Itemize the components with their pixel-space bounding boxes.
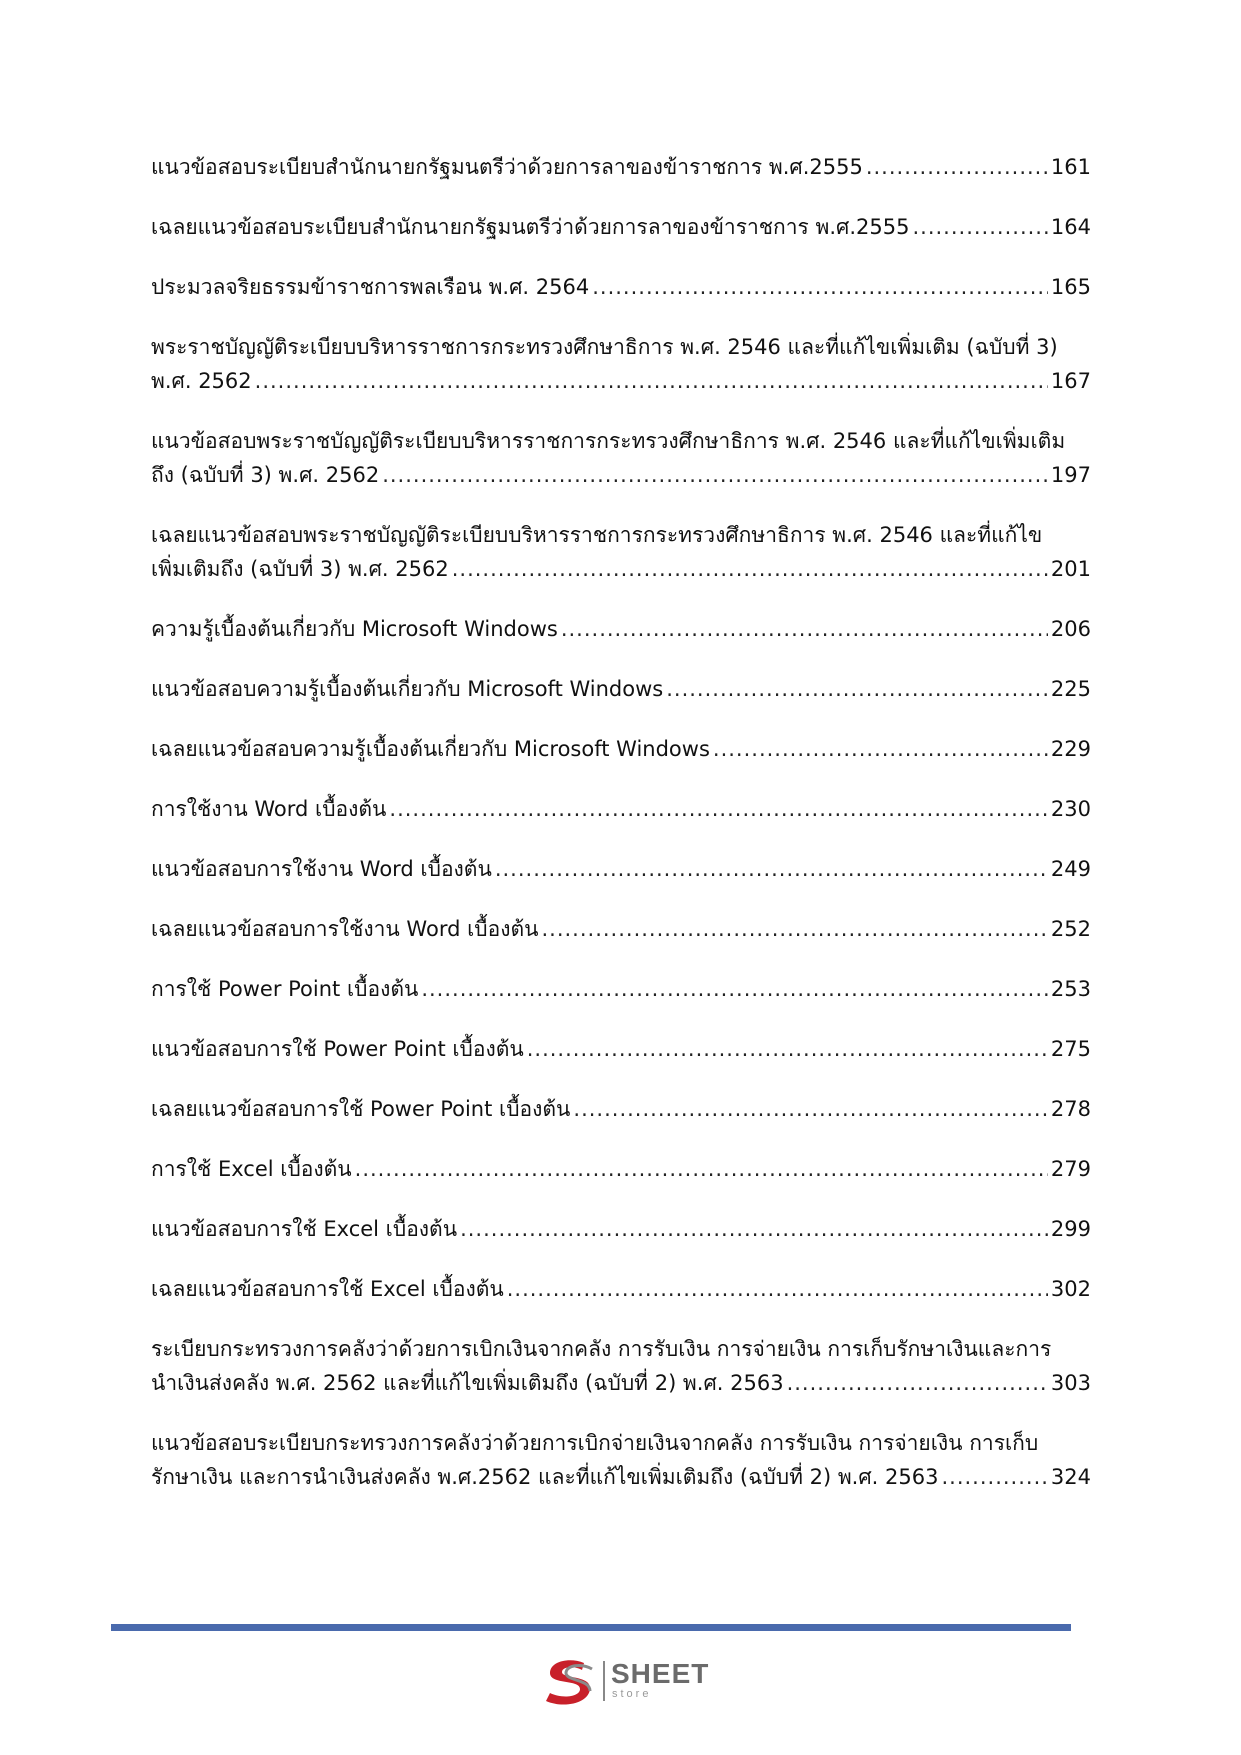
logo-separator — [603, 1661, 605, 1701]
toc-entry-title-line: รักษาเงิน และการนำเงินส่งคลัง พ.ศ.2562 และที่แก้ไขเพิ่มเติมถึง (ฉบับที่ 2) พ.ศ. 2563 — [151, 1465, 939, 1489]
sheet-store-logo-icon — [540, 1655, 598, 1707]
toc-page-number: 278 — [1050, 1097, 1091, 1121]
toc-entry[interactable] — [151, 270, 1091, 304]
toc-page-number: 252 — [1050, 917, 1091, 941]
toc-entry[interactable] — [151, 1152, 1091, 1186]
toc-leader-dots — [912, 210, 1047, 244]
toc-leader-dots — [666, 672, 1048, 706]
toc-page-number: 206 — [1050, 617, 1091, 641]
toc-entry-title-line: เฉลยแนวข้อสอบการใช้ Power Point เบื้องต้น — [151, 1097, 571, 1121]
toc-entry-title-line: ประมวลจริยธรรมข้าราชการพลเรือน พ.ศ. 2564 — [151, 275, 590, 299]
toc-entry-title-line: การใช้งาน Word เบื้องต้น — [151, 797, 387, 821]
toc-entry-title-line: แนวข้อสอบการใช้ Excel เบื้องต้น — [151, 1217, 458, 1241]
toc-entry[interactable] — [151, 424, 1091, 492]
toc-entry[interactable] — [151, 150, 1091, 184]
toc-entry-title-line: แนวข้อสอบระเบียบสำนักนายกรัฐมนตรีว่าด้วยการลาของข้าราชการ พ.ศ.2555 — [151, 155, 863, 179]
toc-entry[interactable] — [151, 1272, 1091, 1306]
toc-entry[interactable] — [151, 732, 1091, 766]
toc-entry[interactable] — [151, 972, 1091, 1006]
toc-leader-dots — [382, 458, 1048, 492]
toc-page-number: 230 — [1050, 797, 1091, 821]
toc-entry-title-line: ความรู้เบื้องต้นเกี่ยวกับ Microsoft Windows — [151, 617, 558, 641]
toc-page-number: 165 — [1050, 275, 1091, 299]
toc-page-number: 201 — [1050, 557, 1091, 581]
toc-entry-title-line: เพิ่มเติมถึง (ฉบับที่ 3) พ.ศ. 2562 — [151, 557, 449, 581]
toc-entry-title-line: ระเบียบกระทรวงการคลังว่าด้วยการเบิกเงินจากคลัง การรับเงิน การจ่ายเงิน การเก็บรักษาเงินและการ — [151, 1337, 1052, 1361]
toc-entry[interactable] — [151, 518, 1091, 586]
toc-leader-dots — [866, 150, 1048, 184]
toc-leader-dots — [787, 1366, 1048, 1400]
toc-entry-title-line: แนวข้อสอบการใช้ Power Point เบื้องต้น — [151, 1037, 524, 1061]
toc-leader-dots — [527, 1032, 1048, 1066]
toc-entry-title-line: เฉลยแนวข้อสอบการใช้ Excel เบื้องต้น — [151, 1277, 504, 1301]
toc-entry-title-line: เฉลยแนวข้อสอบความรู้เบื้องต้นเกี่ยวกับ Microsoft Windows — [151, 737, 710, 761]
toc-page-number: 253 — [1050, 977, 1091, 1001]
toc-entry[interactable] — [151, 612, 1091, 646]
table-of-contents — [151, 150, 1091, 1520]
toc-page-number: 164 — [1050, 215, 1091, 239]
toc-entry-title-line: พ.ศ. 2562 — [151, 369, 252, 393]
toc-entry[interactable] — [151, 330, 1091, 398]
toc-entry-title-line: การใช้ Excel เบื้องต้น — [151, 1157, 352, 1181]
toc-leader-dots — [507, 1272, 1048, 1306]
toc-entry[interactable] — [151, 792, 1091, 826]
toc-entry[interactable] — [151, 672, 1091, 706]
toc-page-number: 299 — [1050, 1217, 1091, 1241]
toc-page-number: 303 — [1050, 1371, 1091, 1395]
toc-entry[interactable] — [151, 1092, 1091, 1126]
toc-entry-title-line: นำเงินส่งคลัง พ.ศ. 2562 และที่แก้ไขเพิ่มเติมถึง (ฉบับที่ 2) พ.ศ. 2563 — [151, 1371, 784, 1395]
toc-entry[interactable] — [151, 1332, 1091, 1400]
toc-page-number: 197 — [1050, 463, 1091, 487]
toc-entry-title-line: การใช้ Power Point เบื้องต้น — [151, 977, 419, 1001]
toc-entry-title-line: แนวข้อสอบพระราชบัญญัติระเบียบบริหารราชการกระทรวงศึกษาธิการ พ.ศ. 2546 และที่แก้ไขเพิ่มเติม — [151, 429, 1066, 453]
toc-page-number: 275 — [1050, 1037, 1091, 1061]
toc-entry-title-line: เฉลยแนวข้อสอบการใช้งาน Word เบื้องต้น — [151, 917, 539, 941]
toc-leader-dots — [389, 792, 1048, 826]
logo-wordmark: SHEET — [611, 1658, 710, 1689]
toc-leader-dots — [452, 552, 1048, 586]
toc-leader-dots — [460, 1212, 1048, 1246]
logo-subtext: store — [612, 1688, 652, 1700]
footer-divider — [111, 1624, 1071, 1631]
toc-entry-title-line: เฉลยแนวข้อสอบระเบียบสำนักนายกรัฐมนตรีว่าด้วยการลาของข้าราชการ พ.ศ.2555 — [151, 215, 910, 239]
toc-entry-title-line: แนวข้อสอบการใช้งาน Word เบื้องต้น — [151, 857, 492, 881]
toc-leader-dots — [255, 364, 1048, 398]
toc-leader-dots — [573, 1092, 1048, 1126]
toc-entry[interactable] — [151, 210, 1091, 244]
toc-page-number: 324 — [1050, 1465, 1091, 1489]
toc-leader-dots — [941, 1460, 1047, 1494]
toc-leader-dots — [421, 972, 1048, 1006]
toc-page-number: 225 — [1050, 677, 1091, 701]
toc-leader-dots — [713, 732, 1048, 766]
toc-entry-title-line: พระราชบัญญัติระเบียบบริหารราชการกระทรวงศึกษาธิการ พ.ศ. 2546 และที่แก้ไขเพิ่มเติม (ฉบับที่ 3) — [151, 335, 1058, 359]
toc-leader-dots — [541, 912, 1047, 946]
toc-entry[interactable] — [151, 1032, 1091, 1066]
toc-page-number: 229 — [1050, 737, 1091, 761]
toc-entry[interactable] — [151, 1426, 1091, 1494]
toc-entry-title-line: เฉลยแนวข้อสอบพระราชบัญญัติระเบียบบริหารราชการกระทรวงศึกษาธิการ พ.ศ. 2546 และที่แก้ไข — [151, 523, 1043, 547]
toc-entry[interactable] — [151, 912, 1091, 946]
toc-leader-dots — [495, 852, 1048, 886]
sheet-store-logo — [540, 1655, 710, 1709]
toc-page-number: 161 — [1050, 155, 1091, 179]
toc-entry[interactable] — [151, 852, 1091, 886]
toc-page-number: 167 — [1050, 369, 1091, 393]
toc-page-number: 249 — [1050, 857, 1091, 881]
toc-entry-title-line: ถึง (ฉบับที่ 3) พ.ศ. 2562 — [151, 463, 380, 487]
toc-leader-dots — [355, 1152, 1048, 1186]
toc-leader-dots — [561, 612, 1048, 646]
toc-leader-dots — [592, 270, 1048, 304]
toc-page-number: 279 — [1050, 1157, 1091, 1181]
toc-page-number: 302 — [1050, 1277, 1091, 1301]
toc-entry-title-line: แนวข้อสอบระเบียบกระทรวงการคลังว่าด้วยการเบิกจ่ายเงินจากคลัง การรับเงิน การจ่ายเงิน การเก็บ — [151, 1431, 1039, 1455]
toc-entry[interactable] — [151, 1212, 1091, 1246]
toc-entry-title-line: แนวข้อสอบความรู้เบื้องต้นเกี่ยวกับ Microsoft Windows — [151, 677, 664, 701]
